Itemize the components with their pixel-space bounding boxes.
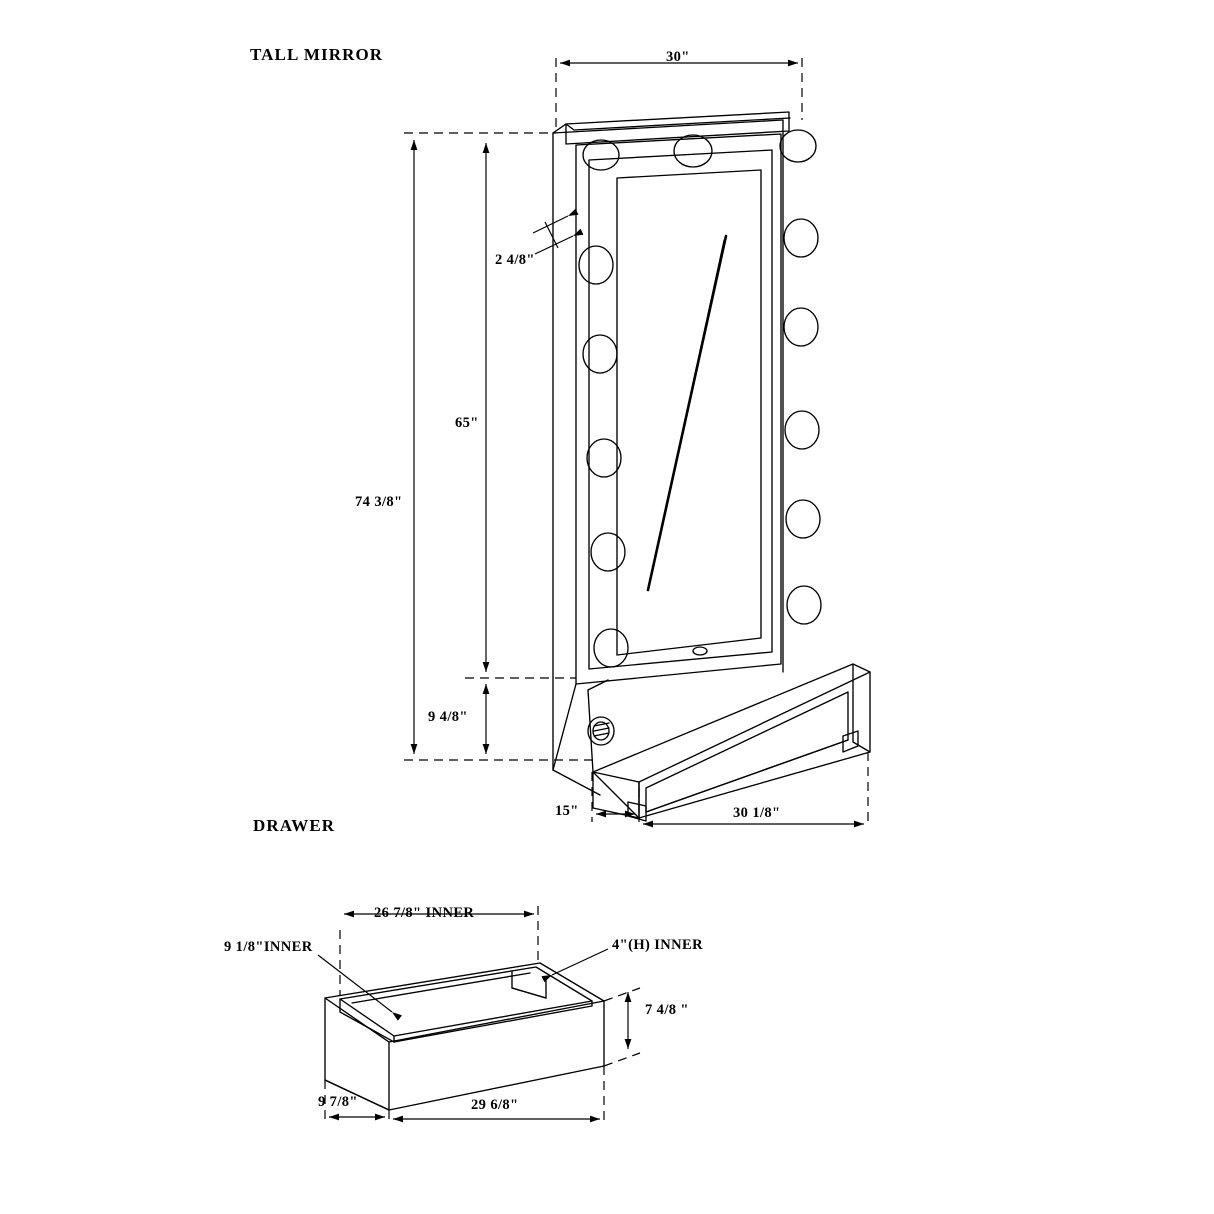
dim-mirror-height: 65" — [455, 415, 479, 431]
dim-drawer-outer-height: 7 4/8 " — [645, 1002, 689, 1018]
dim-width-top: 30" — [666, 49, 690, 65]
dim-base-width: 30 1/8" — [733, 805, 781, 821]
mirror-unit-outline — [553, 112, 870, 821]
dim-base-depth: 15" — [555, 803, 579, 819]
dim-drawer-inner-width: 26 7/8" INNER — [374, 905, 475, 921]
dim-drawer-outer-depth: 9 7/8" — [318, 1094, 358, 1110]
dim-drawer-outer-width: 29 6/8" — [471, 1097, 519, 1113]
tall-mirror-title: TALL MIRROR — [250, 45, 384, 64]
mirror-dimension-lines — [404, 58, 868, 824]
drawer-outline — [325, 963, 604, 1110]
dim-drawer-inner-height: 4"(H) INNER — [612, 937, 703, 953]
dim-overall-height: 74 3/8" — [355, 494, 403, 510]
dim-drawer-inner-depth: 9 1/8"INNER — [224, 939, 313, 955]
drawer-title: DRAWER — [253, 816, 336, 835]
dim-base-height: 9 4/8" — [428, 709, 468, 725]
dim-frame-thickness: 2 4/8" — [495, 252, 535, 268]
